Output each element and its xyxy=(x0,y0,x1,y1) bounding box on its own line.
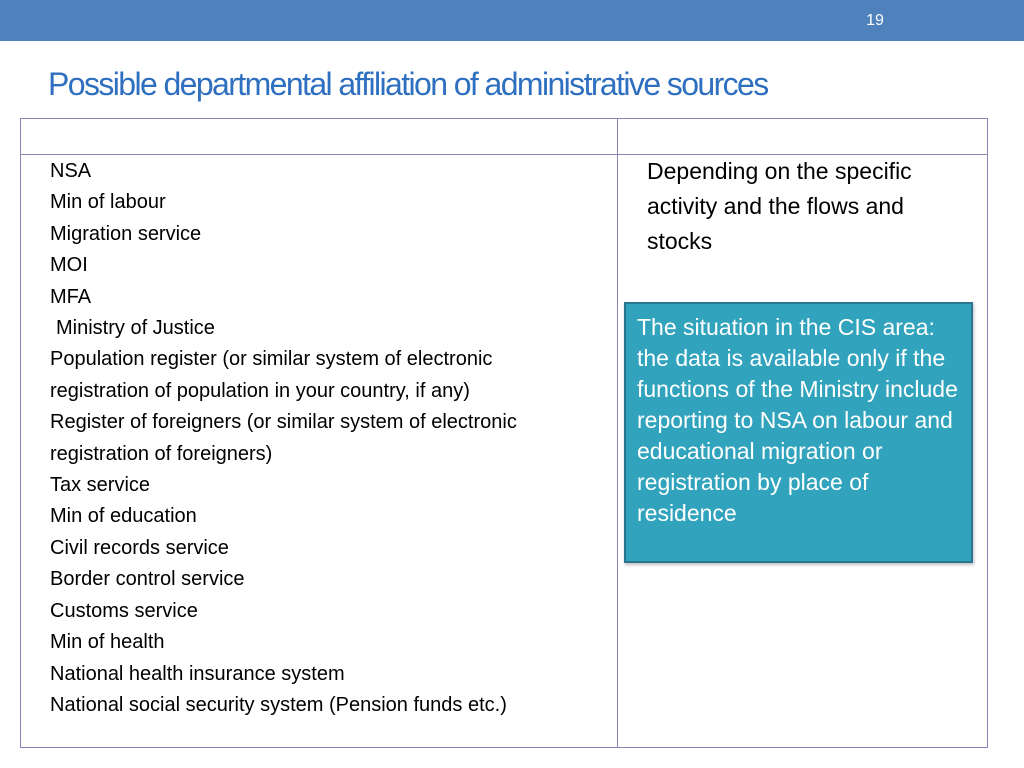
list-item: Ministry of Justice xyxy=(56,317,215,340)
list-item: NSA xyxy=(50,160,92,182)
list-item: Migration service xyxy=(50,222,202,245)
list-item: National social security system (Pension funds etc.) xyxy=(50,693,507,716)
list-item: Customs service xyxy=(50,599,198,622)
list-item: Civil records service xyxy=(50,536,229,559)
activity-note: Depending on the specific activity and the flows and stocks xyxy=(647,158,912,254)
list-item: Tax service xyxy=(50,474,151,497)
slide-title: Possible departmental affiliation of administrative sources xyxy=(48,66,768,102)
cis-situation-callout: The situation in the CIS area: the data is available only if the functions of the Ministry include reporting to NSA on labour and educational migration or registration by place of residence xyxy=(624,302,973,563)
table-column-divider xyxy=(617,119,618,747)
list-item: MFA xyxy=(50,285,92,308)
list-item: Border control service xyxy=(50,568,245,591)
list-item: MOI xyxy=(50,254,88,277)
list-item: Population register (or similar system of electronic xyxy=(50,348,493,371)
list-item: National health insurance system xyxy=(50,662,345,685)
list-item: Min of education xyxy=(50,505,197,528)
slide-number: 19 xyxy=(866,12,884,29)
list-item: Min of health xyxy=(50,631,165,654)
list-item: Register of foreigners (or similar system of electronic xyxy=(50,411,517,434)
list-item: Min of labour xyxy=(50,191,166,214)
list-item: registration of population in your country, if any) xyxy=(50,379,470,402)
list-item: registration of foreigners) xyxy=(50,442,273,465)
administrative-sources-list xyxy=(50,156,610,721)
top-bar xyxy=(0,0,1024,41)
